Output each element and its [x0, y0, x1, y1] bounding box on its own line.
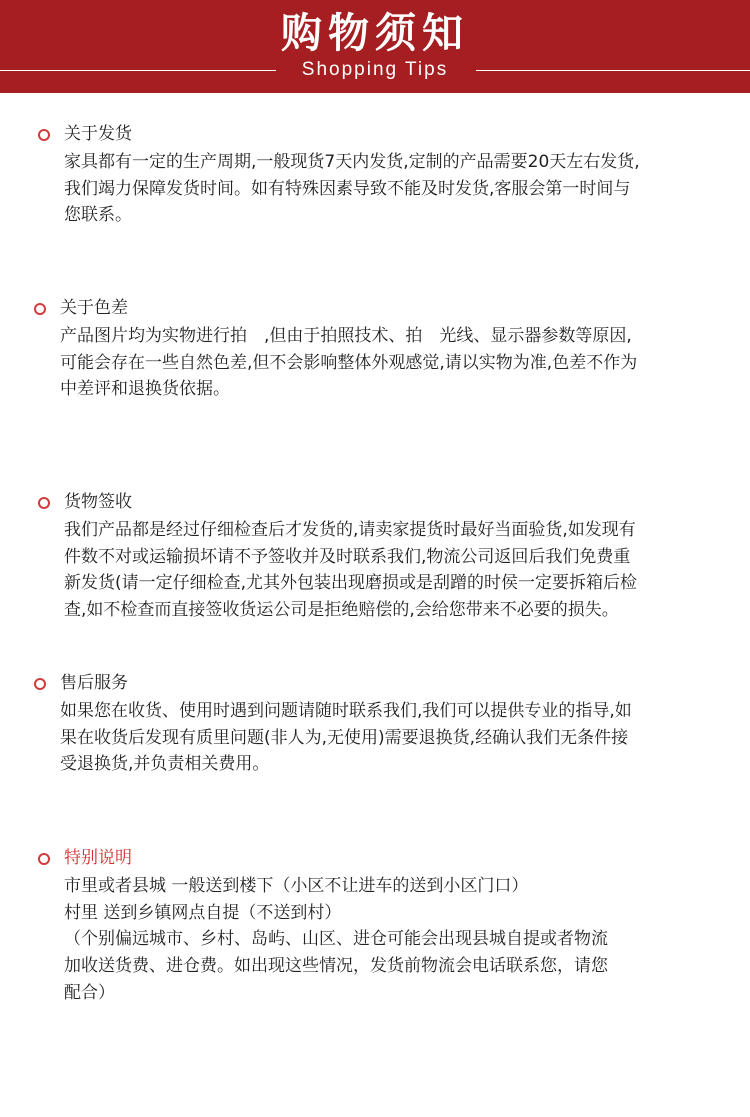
section-header [34, 670, 724, 698]
section-color-difference [34, 295, 724, 403]
section-title: 关于发货 [64, 124, 132, 144]
page-title: 购物须知 [281, 9, 469, 57]
text-line: 可能会存在一些自然色差,但不会影响整体外观感觉,请以实物为准,色差不作为 [60, 352, 638, 373]
section-title: 售后服务 [60, 673, 128, 693]
text-line: 如果您在收货、使用时遇到问题请随时联系我们,我们可以提供专业的指导,如 [60, 701, 632, 721]
section-header [38, 489, 728, 517]
circle-bullet-icon [34, 303, 46, 315]
text-line: 中差评和退换货依据。 [60, 379, 230, 400]
text-line: 件数不对或运输损坏请不予签收并及时联系我们,物流公司返回后我们免费重 [64, 546, 631, 567]
text-line: 您联系。 [64, 205, 132, 226]
section-title-highlight: 特别说明 [64, 848, 132, 868]
circle-bullet-icon [34, 678, 46, 690]
text-line: 村里 送到乡镇网点自提（不送到村） [64, 902, 342, 923]
section-title: 货物签收 [64, 492, 132, 512]
text-line: 我们产品都是经过仔细检查后才发货的,请卖家提货时最好当面验货,如发现有 [64, 520, 636, 540]
text-line: 加收送货费、进仓费。如出现这些情况，发货前物流会电话联系您，请您 [64, 956, 608, 977]
circle-bullet-icon [38, 129, 50, 141]
section-title: 关于色差 [60, 298, 128, 318]
section-body [34, 323, 724, 403]
text-line: 市里或者县城 一般送到楼下（小区不让进车的送到小区门口） [64, 876, 529, 896]
text-line: 新发货(请一定仔细检查,尤其外包装出现磨损或是刮蹭的时侯一定要拆箱后检 [64, 573, 638, 594]
circle-bullet-icon [38, 853, 50, 865]
text-line: 产品图片均为实物进行拍 ,但由于拍照技术、拍 光线、显示器参数等原因, [60, 326, 632, 346]
text-line: 果在收货后发现有质里问题(非人为,无使用)需要退换货,经确认我们无条件接 [60, 727, 629, 748]
section-body [38, 873, 728, 1007]
text-line: 配合） [64, 982, 115, 1003]
section-body [38, 149, 728, 229]
section-receipt [38, 489, 728, 624]
text-line: （个别偏远城市、乡村、岛屿、山区、进仓可能会出现县城自提或者物流 [64, 929, 608, 950]
text-line: 我们竭力保障发货时间。如有特殊因素导致不能及时发货,客服会第一时间与 [64, 178, 631, 199]
section-shipping [38, 121, 728, 229]
section-body [38, 517, 728, 624]
section-header [38, 845, 728, 873]
section-header [38, 121, 728, 149]
circle-bullet-icon [38, 497, 50, 509]
page-subtitle: Shopping Tips [301, 59, 449, 80]
section-special-notes [38, 845, 728, 1007]
text-line: 查,如不检查而直接签收货运公司是拒绝赔偿的,会给您带来不必要的损失。 [64, 600, 619, 621]
section-body [34, 698, 724, 778]
text-line: 受退换货,并负责相关费用。 [60, 754, 270, 775]
section-header [34, 295, 724, 323]
header-banner [0, 0, 750, 93]
header-divider-right [476, 70, 750, 71]
text-line: 家具都有一定的生产周期,一般现货7天内发货,定制的产品需要20天左右发货, [64, 152, 640, 172]
section-after-sales [34, 670, 724, 778]
